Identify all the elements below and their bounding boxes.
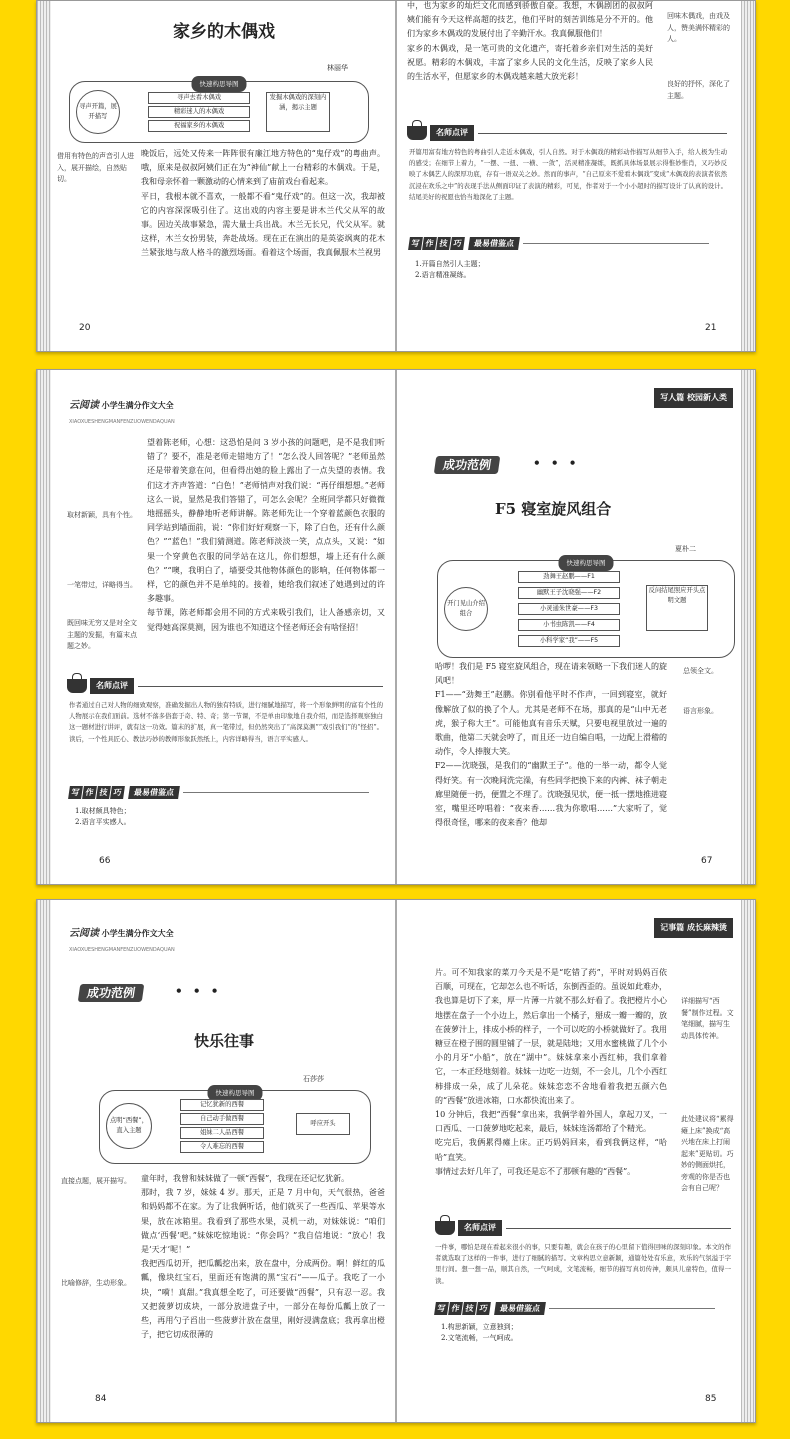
article-body: 哈啰！我们是 F5 寝室旋风组合，现在请来领略一下我们迷人的旋风吧！ F1——“劲舞王”赵鹏。你别看他平时不作声，一回到寝室，就好像解放了似的换了个人。尤其是老师不在场，那真的是“山中无老虎，猴子称大王”。可能他真有音乐天赋，只要电视里放过一遍的歌曲，他第二天就会哼了，而且还一边自编自唱，一边配上滑稽的动作，令人捧腹大笑。 F2——沈晓强，是我们的“幽默王子”。他的一举一动，都令人觉得好笑。有一次晚间洗完澡，有些同学把换下来的内裤、袜子朝走廊里随便一扔，便置之不理了。沈晓强见状，便一抵一摆地推进寝室，嘴里还哼唱着：“夜来香……我为你歌唱……”大家听了，觉得很奇怪，哪来的夜来香？他却: [435, 662, 667, 828]
article-title: 家乡的木偶戏: [173, 22, 275, 42]
teacher-review-label: 名师点评: [430, 125, 474, 141]
spread-1: [0, 0, 790, 365]
book-spine: [395, 1, 397, 351]
mindmap-start: 点明“西餐”，直入主题: [106, 1103, 152, 1149]
mindmap-node: 精彩迷人的木偶戏: [148, 106, 250, 118]
teacher-review-text: 一件事，哪怕是现在看起来很小的事，只要有趣，就会在孩子的心里留下值得回味的深刻印象。本文的作者就选取了这样的一件事，进行了细腻的描写。文章构思立意新颖，通篇处处有乐意，欢乐的气氛溢于字里行间。想一想一品，顺其自然，一气呵成，文笔流畅，细节的描写真切传神，颇具儿童特色，值得一读。: [435, 1243, 731, 1285]
teacher-review-text: 开篇用富有地方特色的粤曲引人走近木偶戏，引人自然。对于木偶戏的精彩动作描写从细节入手，给人极为生动的感受；在细节上着力，“一摆、一扭、一横、一敛”，活灵精准凝练，既抓具体场景展示得惟妙惟肖，又巧妙反映了木偶艺人的深厚功底，存有一语双关之妙。然而的事声，“自己原来不爱看木偶戏”变成“木偶戏的表演者依然沉浸在欢乐之中”的表现手法从侧面印证了表演的精彩，可见，作者对于一个小小超时的描写设计了认真的设计。结尾美好的祝愿也恰当地深化了主题。: [409, 148, 727, 201]
decor-dots: • • •: [533, 456, 580, 470]
side-note: 语言形象。: [683, 707, 718, 715]
tip-char: 写: [434, 1302, 449, 1315]
article-title: 快乐往事: [193, 1032, 254, 1050]
category-header: 写人篇 校园新人类: [654, 388, 733, 408]
cup-icon: [67, 679, 87, 693]
mindmap: [99, 1090, 371, 1164]
mindmap-start: 寻声开篇，展开描写: [76, 90, 120, 134]
mindmap-header: 快速构思导图: [192, 76, 247, 92]
side-note: 此处建议将“累得瘫上床”换成“高兴地在床上打闹起来”更贴切。巧妙的侧面烘托，旁观的你是否也会有自己呢？: [681, 1115, 734, 1192]
tip-char: 技: [96, 786, 111, 799]
tip-char: 作: [82, 786, 97, 799]
tip-item: 1.构思新颖，立意独到；: [441, 1323, 518, 1331]
page-number: 20: [79, 322, 91, 333]
page-number: 85: [705, 1393, 717, 1404]
spread-3: [0, 895, 790, 1439]
tip-item: 2.文笔流畅，一气呵成。: [441, 1334, 518, 1342]
brand-logo: 云阅读: [69, 400, 99, 411]
tip-char: 技: [462, 1302, 477, 1315]
tip-char: 写: [68, 786, 83, 799]
tip-char: 巧: [450, 237, 465, 250]
side-note: 取材新颖，具有个性。: [67, 511, 137, 519]
article-author: 林丽华: [327, 64, 348, 72]
tip-item: 2.语言精准凝练。: [415, 271, 471, 279]
page-number: 84: [95, 1393, 107, 1404]
mindmap-node: 令人难忘的西餐: [180, 1141, 264, 1153]
tip-char: 作: [422, 237, 437, 250]
section-rule: [506, 1228, 731, 1229]
book-header: [69, 926, 175, 958]
mindmap-node: 幽默王子沈晓强——F2: [518, 587, 620, 599]
article-title: F5 寝室旋风组合: [495, 500, 612, 518]
page-67: [405, 370, 735, 884]
mindmap-header: 快速构思导图: [559, 555, 614, 571]
mindmap-node: 祝福家乡的木偶戏: [148, 120, 250, 132]
side-note: 回味木偶戏，由戏及人，赞美满怀精彩的人。: [667, 12, 730, 43]
mindmap-node: 自己动手做西餐: [180, 1113, 264, 1125]
tips-list: [441, 1322, 518, 1344]
tip-item: 1.取材颇具特色；: [75, 807, 131, 815]
series-title: 小学生满分作文大全: [101, 401, 174, 410]
page-84: [59, 900, 389, 1422]
article-author: 夏朴二: [675, 545, 696, 553]
cup-icon: [407, 126, 427, 140]
book-spine: [395, 900, 397, 1422]
tip-char: 写: [408, 237, 423, 250]
category-header: 记事篇 成长麻辣烫: [654, 918, 733, 938]
page-number: 66: [99, 855, 111, 866]
mindmap: [69, 81, 369, 143]
book-spread-1: [36, 0, 756, 352]
side-note: 良好的抒怀，深化了主题。: [667, 80, 730, 100]
page-85: [405, 900, 735, 1422]
side-note: 既回味无穷又是对全文主题的发掘，有篇末点题之妙。: [67, 619, 137, 650]
mindmap-header: 快速构思导图: [208, 1085, 263, 1101]
teacher-review-header: [67, 678, 383, 694]
section-rule: [183, 792, 369, 793]
success-example-label: 成功范例: [434, 456, 501, 474]
mindmap-node: 寻声去看木偶戏: [148, 92, 250, 104]
mindmap-node: 小灵通朱世豪——F3: [518, 603, 620, 615]
article-body: 望着陈老师，心想：这恐怕是问 3 岁小孩的问题吧，是不是我们听错了？要不，准是老师走错地方了！“怎么没人回答呢？”老师虽然还是带着笑意在问，但看得出她的脸上露出了一点失望的表情。我们这才齐声答道：“白色！”老师悄声对我们说：“再仔细想想。”老师这么一说，显然是我们答错了，可怎么会呢？全班同学都只好微微地摇摇头，静静地听老师讲解。陈老师先让一个穿着蓝颜色衣服的同学站到墙面前，说：“你们好好观察一下，除了白色，还有什么颜色？”“蓝色！”我们猜测道。陈老师淡淡一笑，点点头，又说：“如果一个穿黄色衣服的同学站在这儿，你们想想，墙上还有什么颜色？”“噢，我明白了，墙要受其他物体颜色的影响，任何物体都一样，它的颜色并不是单纯的。接着，她给我们叙述了她遇到过的许多趣事。 每节课，陈老师都会用不同的方式来吸引我们，让人备感亲切，又觉得她高深莫测，因为谁也不知道这个怪老师还会有啥怪招！: [147, 438, 385, 632]
success-example-label: 成功范例: [78, 984, 145, 1002]
mindmap-end: 反问结尾照应开头点明文题: [646, 585, 708, 631]
tip-char: 作: [448, 1302, 463, 1315]
spread-2: [0, 365, 790, 895]
article-author: 石莎莎: [303, 1075, 324, 1083]
page-number: 21: [705, 322, 717, 333]
page-20: [59, 1, 389, 351]
teacher-review-header: [407, 125, 727, 141]
section-rule: [138, 686, 383, 687]
tips-label: 最易借鉴点: [468, 237, 520, 250]
book-spine: [395, 370, 397, 884]
teacher-review-text: 作者通过自己对人物的细致观察，准确发掘出人物的独有特质，进行细腻地描写，将一个形象鲜明的富有个性的人物展示在我们面前。选材不落多俗套于奇、特、奇；第一节课，不是单由印象地自我介绍，而是选择观察独白这一题材进行讲评，就有这一功效。篇末的扩展，真一笔带过，但仍然突出了“高深莫测”“戏引我们”的“怪招”。读后，一个性具匠心、教法巧妙的教师形象跃然纸上，内容详略得当，语言平实感人。: [69, 701, 383, 743]
mindmap-node: 劲舞王赵鹏——F1: [518, 571, 620, 583]
article-body: 片。可不知我家的菜刀今天是不是“吃错了药”，平时对妈妈百依百顺，可现在，它却怎么也不听话，东倒西歪的。虽说如此难办，我也算是切下了来，厚一片薄一片就不那么好看了。我把橙片小心地摆在盘子一个小边上，然后拿出一个橘子，掰成一瓣一瓣的，放在菠萝汁上，排成小桥的样子，一个可以吃的小桥就做好了。我用糖豆在橙子围的圆里铺了一层，就是陆地；又用水蜜桃做了几个小小的月牙“小船”，放在“湖中”。妹妹拿来小西红柿，我们拿着它，一本正经地刻着。妹妹一边吃一边刻，不一会儿，几个小西红柿排成一朵，成了儿朵花。妹妹恋恋不舍地看着我把五颜六色的“西餐”放进冰箱，口水都快流出来了。 10 分钟后，我把“西餐”拿出来，我俩学着外国人，拿起刀叉，一口西瓜、一口菠萝地吃起来，最后，妹妹连汤都给了个精光。 吃完后，我俩累得瘫上床。正巧妈妈回来，看到我俩这样，“哈哈”直笑。 事情过去好几年了，可我还是忘不了那顿有趣的“西餐”。: [435, 968, 667, 1176]
side-note: 比喻修辞，生动形象。: [61, 1279, 131, 1287]
cup-icon: [435, 1221, 455, 1235]
mindmap-node: 姐妹二人品西餐: [180, 1127, 264, 1139]
teacher-review-header: [435, 1220, 731, 1236]
mindmap-end: 发掘木偶戏的深刻内涵，揭示主题: [266, 92, 330, 132]
decor-dots: • • •: [175, 984, 222, 998]
page-66: [59, 370, 389, 884]
teacher-review-label: 名师点评: [458, 1220, 502, 1236]
mindmap-node: 小科学家“我”——F5: [518, 635, 620, 647]
section-rule: [523, 243, 709, 244]
book-spread-3: [36, 899, 756, 1423]
mindmap-start: 开门见山介绍组合: [444, 587, 488, 631]
section-rule: [478, 133, 727, 134]
writing-tips-header: [69, 786, 369, 799]
side-note: 详细描写“西餐”制作过程。文笔细腻，描写生动具体传神。: [681, 997, 734, 1040]
series-subtitle: XIAOXUESHENGMANFENZUOWENDAQUAN: [69, 947, 175, 954]
mindmap-node: 记忆犹新的西餐: [180, 1099, 264, 1111]
section-rule: [549, 1308, 715, 1309]
writing-tips-header: [435, 1302, 715, 1315]
tip-char: 技: [436, 237, 451, 250]
brand-logo: 云阅读: [69, 928, 99, 939]
series-subtitle: XIAOXUESHENGMANFENZUOWENDAQUAN: [69, 419, 175, 426]
tip-item: 1.开篇自然引人主题；: [415, 260, 485, 268]
page-21: [405, 1, 735, 351]
tips-label: 最易借鉴点: [128, 786, 180, 799]
mindmap: [437, 560, 735, 658]
tips-list: [75, 806, 131, 828]
mindmap-node: 小书虫陈凯——F4: [518, 619, 620, 631]
tips-label: 最易借鉴点: [494, 1302, 546, 1315]
tip-char: 巧: [110, 786, 125, 799]
page-number: 67: [701, 855, 713, 866]
side-note: 总领全文。: [683, 667, 718, 675]
mindmap-end: 呼应开头: [296, 1113, 350, 1135]
article-body: 中，也为家乡的灿烂文化而感到骄傲自豪。我想，木偶剧团的叔叔阿姨们能有今天这样高超的技艺，他们平时的刻苦训练是分不开的。他们为家乡木偶戏的发展付出了辛勤汗水。我真佩服他们！ 家乡的木偶戏，是一笔可贵的文化遗产，寄托着乡亲们对生活的美好祝愿。精彩的木偶戏，丰富了家乡人民的文化生活，反映了家乡人民的生活水平，但愿家乡的木偶戏越来越大放光彩！: [407, 1, 653, 82]
writing-tips-header: [409, 237, 709, 250]
book-spread-2: [36, 369, 756, 885]
side-note: 一笔带过，详略得当。: [67, 581, 137, 589]
tip-item: 2.语言平实感人。: [75, 818, 131, 826]
side-note: 直接点题，展开描写。: [61, 1177, 131, 1185]
tips-list: [415, 259, 485, 281]
series-title: 小学生满分作文大全: [101, 929, 174, 938]
teacher-review-label: 名师点评: [90, 678, 134, 694]
side-note: 借用有特色的声音引人进入，展开描绘，自然贴切。: [57, 152, 134, 183]
tip-char: 巧: [476, 1302, 491, 1315]
article-body: 晚饭后，远处又传来一阵阵很有廉江地方特色的“鬼仔戏”的粤曲声。哦，原来是叔叔阿姨们正在为“神仙”献上一台精彩的木偶戏。于是，我和母亲怀着一颗激动的心情来到了庙前戏台看起来。 平日，我根本就不喜欢，一般都不看“鬼仔戏”的。但这一次，我却被它的内容深深吸引住了。这出戏的内容主要是讲木兰代父从军的故事。因边关战事紧急，需大量士兵出战。木兰无长兄，代父从军。就这样，木兰女扮男装，奔赴战场。现在正在演出的是英姿飒爽的花木兰紧张地与敌人格斗的激烈场面。看着这个场面，我真佩服木兰视男: [141, 149, 385, 258]
article-body: 童年时，我曾和妹妹做了一顿“西餐”，我现在还记忆犹新。 那时，我 7 岁，妹妹 4 岁。那天，正是 7 月中旬，天气很热，爸爸和妈妈都不在家。为了让我俩听话，他们就买了一些西瓜、苹果等水果，放在冰箱里。我看到了那些水果，灵机一动，对妹妹说：“咱们做点‘西餐’吧。”妹妹吃惊地说：“你会吗？”我自信地说：“放心！我是‘天才’呢！” 我把西瓜切开，把瓜瓤挖出来，放在盘中，分成两份。啊！鲜红的瓜瓤，像块红宝石，里面还有饱满的黑“宝石”——瓜子。我吃了一小块，“嗬！真甜。”我真想全吃了，可还要做“西餐”，只有忍一忍。我又把菠萝切成块，一部分放进盘子中，一部分在每份瓜瓤上放了一些，再用勺子舀出一些菠萝汁放在盘里，刚好浸满盘底；我再拿出橙子，把它切成很薄的: [141, 1174, 385, 1340]
book-header: [69, 398, 175, 430]
